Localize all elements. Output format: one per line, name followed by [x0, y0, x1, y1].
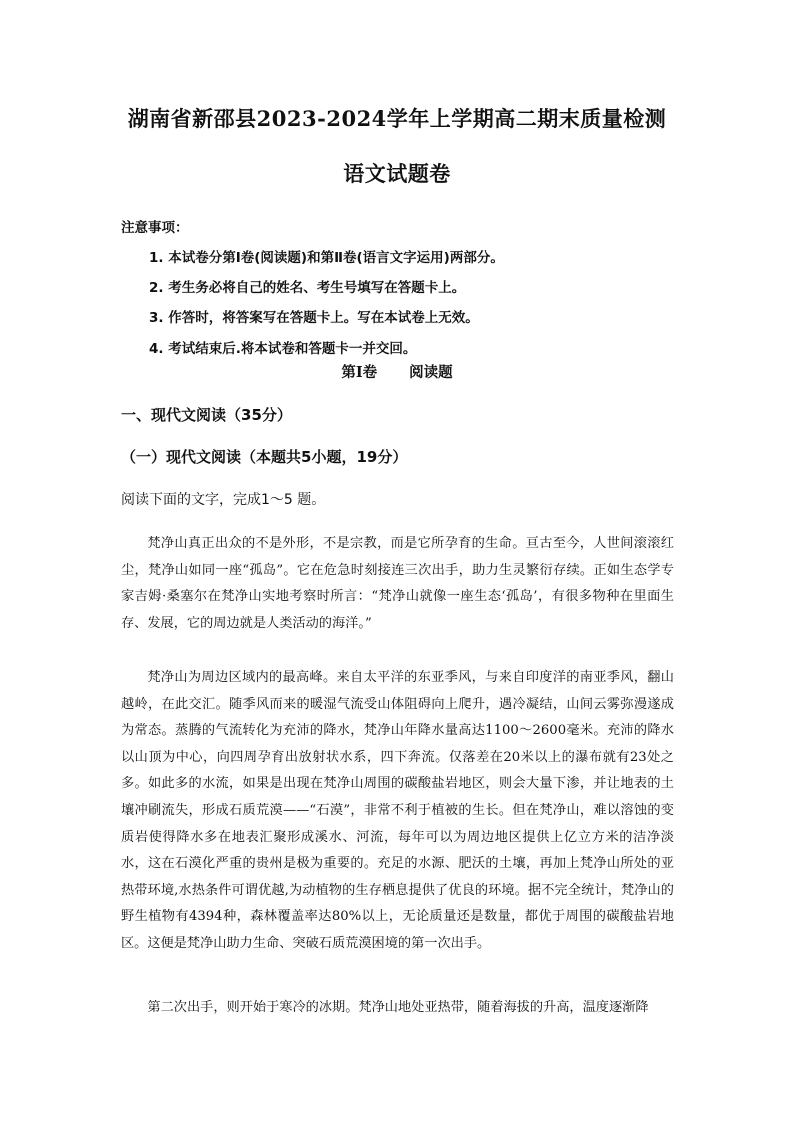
- passage-paragraph-2: 梵净山为周边区域内的最高峰。来自太平洋的东亚季风，与来自印度洋的南亚季风，翻山越岭，在此交汇。随季风而来的暖湿气流受山体阻碍向上爬升，遇冷凝结，山间云雾弥漫遂成为常态。蒸腾的气流转化为充沛的降水，梵净山年降水量高达1100～2600毫米。充沛的降水以山顶为中心，向四周孕育出放射状水系，四下奔流。仅落差在20米以上的瀑布就有23处之多。如此多的水流，如果是出现在梵净山周围的碳酸盐岩地区，则会大量下渗，并让地表的土壤冲刷流失，形成石质荒漠——“石漠”，非常不利于植被的生长。但在梵净山，难以溶蚀的变质岩使得降水多在地表汇聚形成溪水、河流，每年可以为周边地区提供上亿立方米的洁净淡水，这在石漠化严重的贵州是极为重要的。充足的水源、肥沃的土壤，再加上梵净山所处的亚热带环境,水热条件可谓优越,为动植物的生存栖息提供了优良的环境。据不完全统计，梵净山的野生植物有4394种，森林覆盖率达80%以上，无论质量还是数量，都优于周围的碳酸盐岩地区。这便是梵净山助力生命、突破石质荒漠困境的第一次出手。: [121, 670, 674, 951]
- notes-heading: 注意事项：: [121, 220, 189, 236]
- passage-paragraph-1: 梵净山真正出众的不是外形，不是宗教，而是它所孕育的生命。亘古至今，人世间滚滚红尘，梵净山如同一座“孤岛”。它在危急时刻接连三次出手，助力生灵繁衍存续。正如生态学专家吉姆·桑塞尔在梵净山实地考察时所言：“梵净山就像一座生态‘孤岛’，有很多物种在里面生存、发展，它的周边就是人类活动的海洋。”: [121, 536, 674, 631]
- part-heading: [0, 361, 794, 382]
- section-heading: 一、现代文阅读（35分）: [121, 406, 292, 424]
- passage-paragraph-3: 第二次出手，则开始于寒冷的冰期。梵净山地处亚热带，随着海拔的升高，温度逐渐降: [147, 1000, 649, 1015]
- note-item-3: 3. 作答时，将答案写在答题卡上。写在本试卷上无效。: [149, 310, 479, 326]
- part-name: 阅读题: [409, 364, 453, 381]
- document-title: 湖南省新邵县2023-2024学年上学期高二期末质量检测: [127, 106, 667, 131]
- part-label: 第Ⅰ卷: [341, 364, 378, 381]
- note-item-1: 1. 本试卷分第Ⅰ卷(阅读题)和第Ⅱ卷(语言文字运用)两部分。: [149, 250, 504, 266]
- subsection-heading: （一）现代文阅读（本题共5小题，19分）: [121, 448, 408, 466]
- reading-instruction: 阅读下面的文字，完成1～5 题。: [121, 492, 326, 508]
- note-item-2: 2. 考生务必将自己的姓名、考生号填写在答题卡上。: [149, 280, 466, 296]
- document-subtitle: 语文试题卷: [343, 161, 451, 186]
- note-item-4: 4. 考试结束后.将本试卷和答题卡一并交回。: [149, 341, 417, 357]
